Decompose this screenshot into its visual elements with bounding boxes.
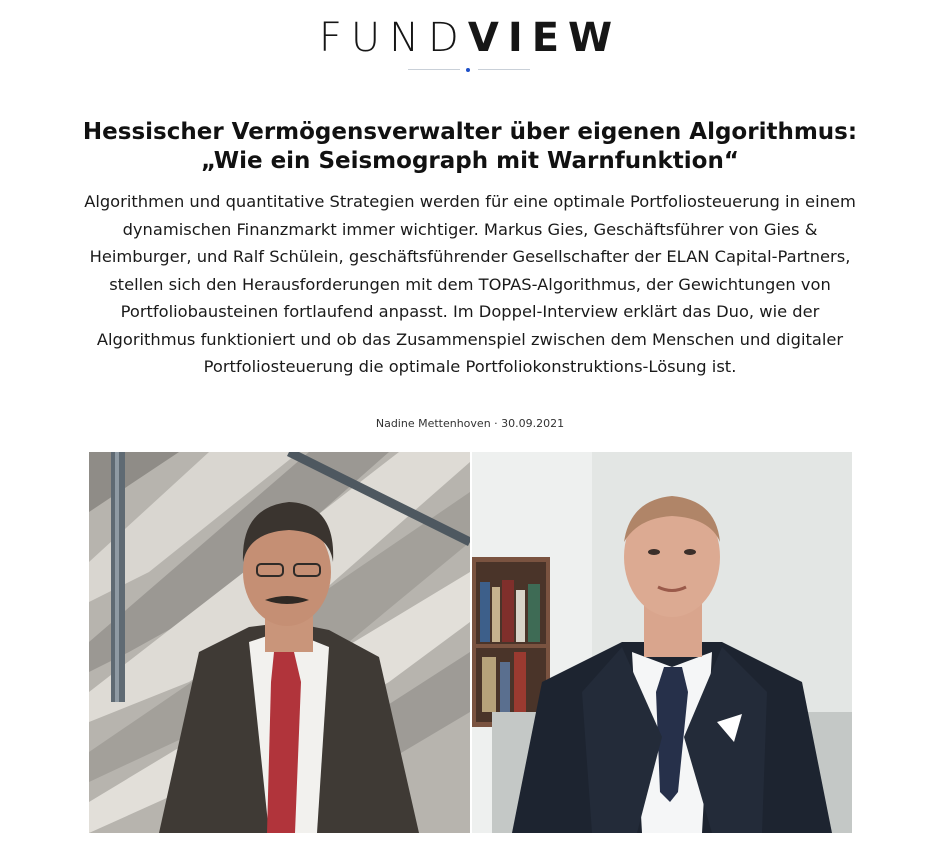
article-headline: Hessischer Vermögensverwalter über eigenen Algorithmus: „Wie ein Seismograph mit Warnfunktion“ xyxy=(82,119,858,174)
site-logo[interactable] xyxy=(0,14,940,62)
logo-view: VIEW xyxy=(467,15,622,61)
byline-separator: · xyxy=(490,417,502,430)
portrait-illustration-right xyxy=(472,452,852,833)
photo-markus-gies xyxy=(89,452,470,833)
publish-date: 30.09.2021 xyxy=(501,417,565,430)
header-divider xyxy=(408,68,530,72)
portrait-illustration-left xyxy=(89,452,470,833)
divider-line-left xyxy=(408,69,460,70)
article-lead: Algorithmen und quantitative Strategien werden für eine optimale Portfoliosteuerung in einem dynamischen Finanzmarkt immer wichtiger. Markus Gies, Geschäftsführer von Gies & Heimburger, und Ralf Schülein, geschäftsführender Gesellschafter der ELAN Capital-Partners, stellen sich den Herausforderungen mit dem TOPAS-Algorithmus, der Gewichtungen von Portfoliobausteinen fortlaufend anpasst. Im Doppel-Interview erklärt das Duo, wie der Algorithmus funktioniert und ob das Zusammenspiel zwischen dem Menschen und digitaler Portfoliosteuerung die optimale Portfoliokonstruktions-Lösung ist. xyxy=(84,192,856,376)
site-header xyxy=(0,0,940,80)
divider-line-right xyxy=(478,69,530,70)
article-byline xyxy=(0,417,940,431)
photo-ralf-schuelein xyxy=(472,452,852,833)
logo-fund: FUND xyxy=(318,15,468,61)
divider-dot-icon xyxy=(466,68,470,72)
author-name[interactable]: Nadine Mettenhoven xyxy=(375,417,491,430)
